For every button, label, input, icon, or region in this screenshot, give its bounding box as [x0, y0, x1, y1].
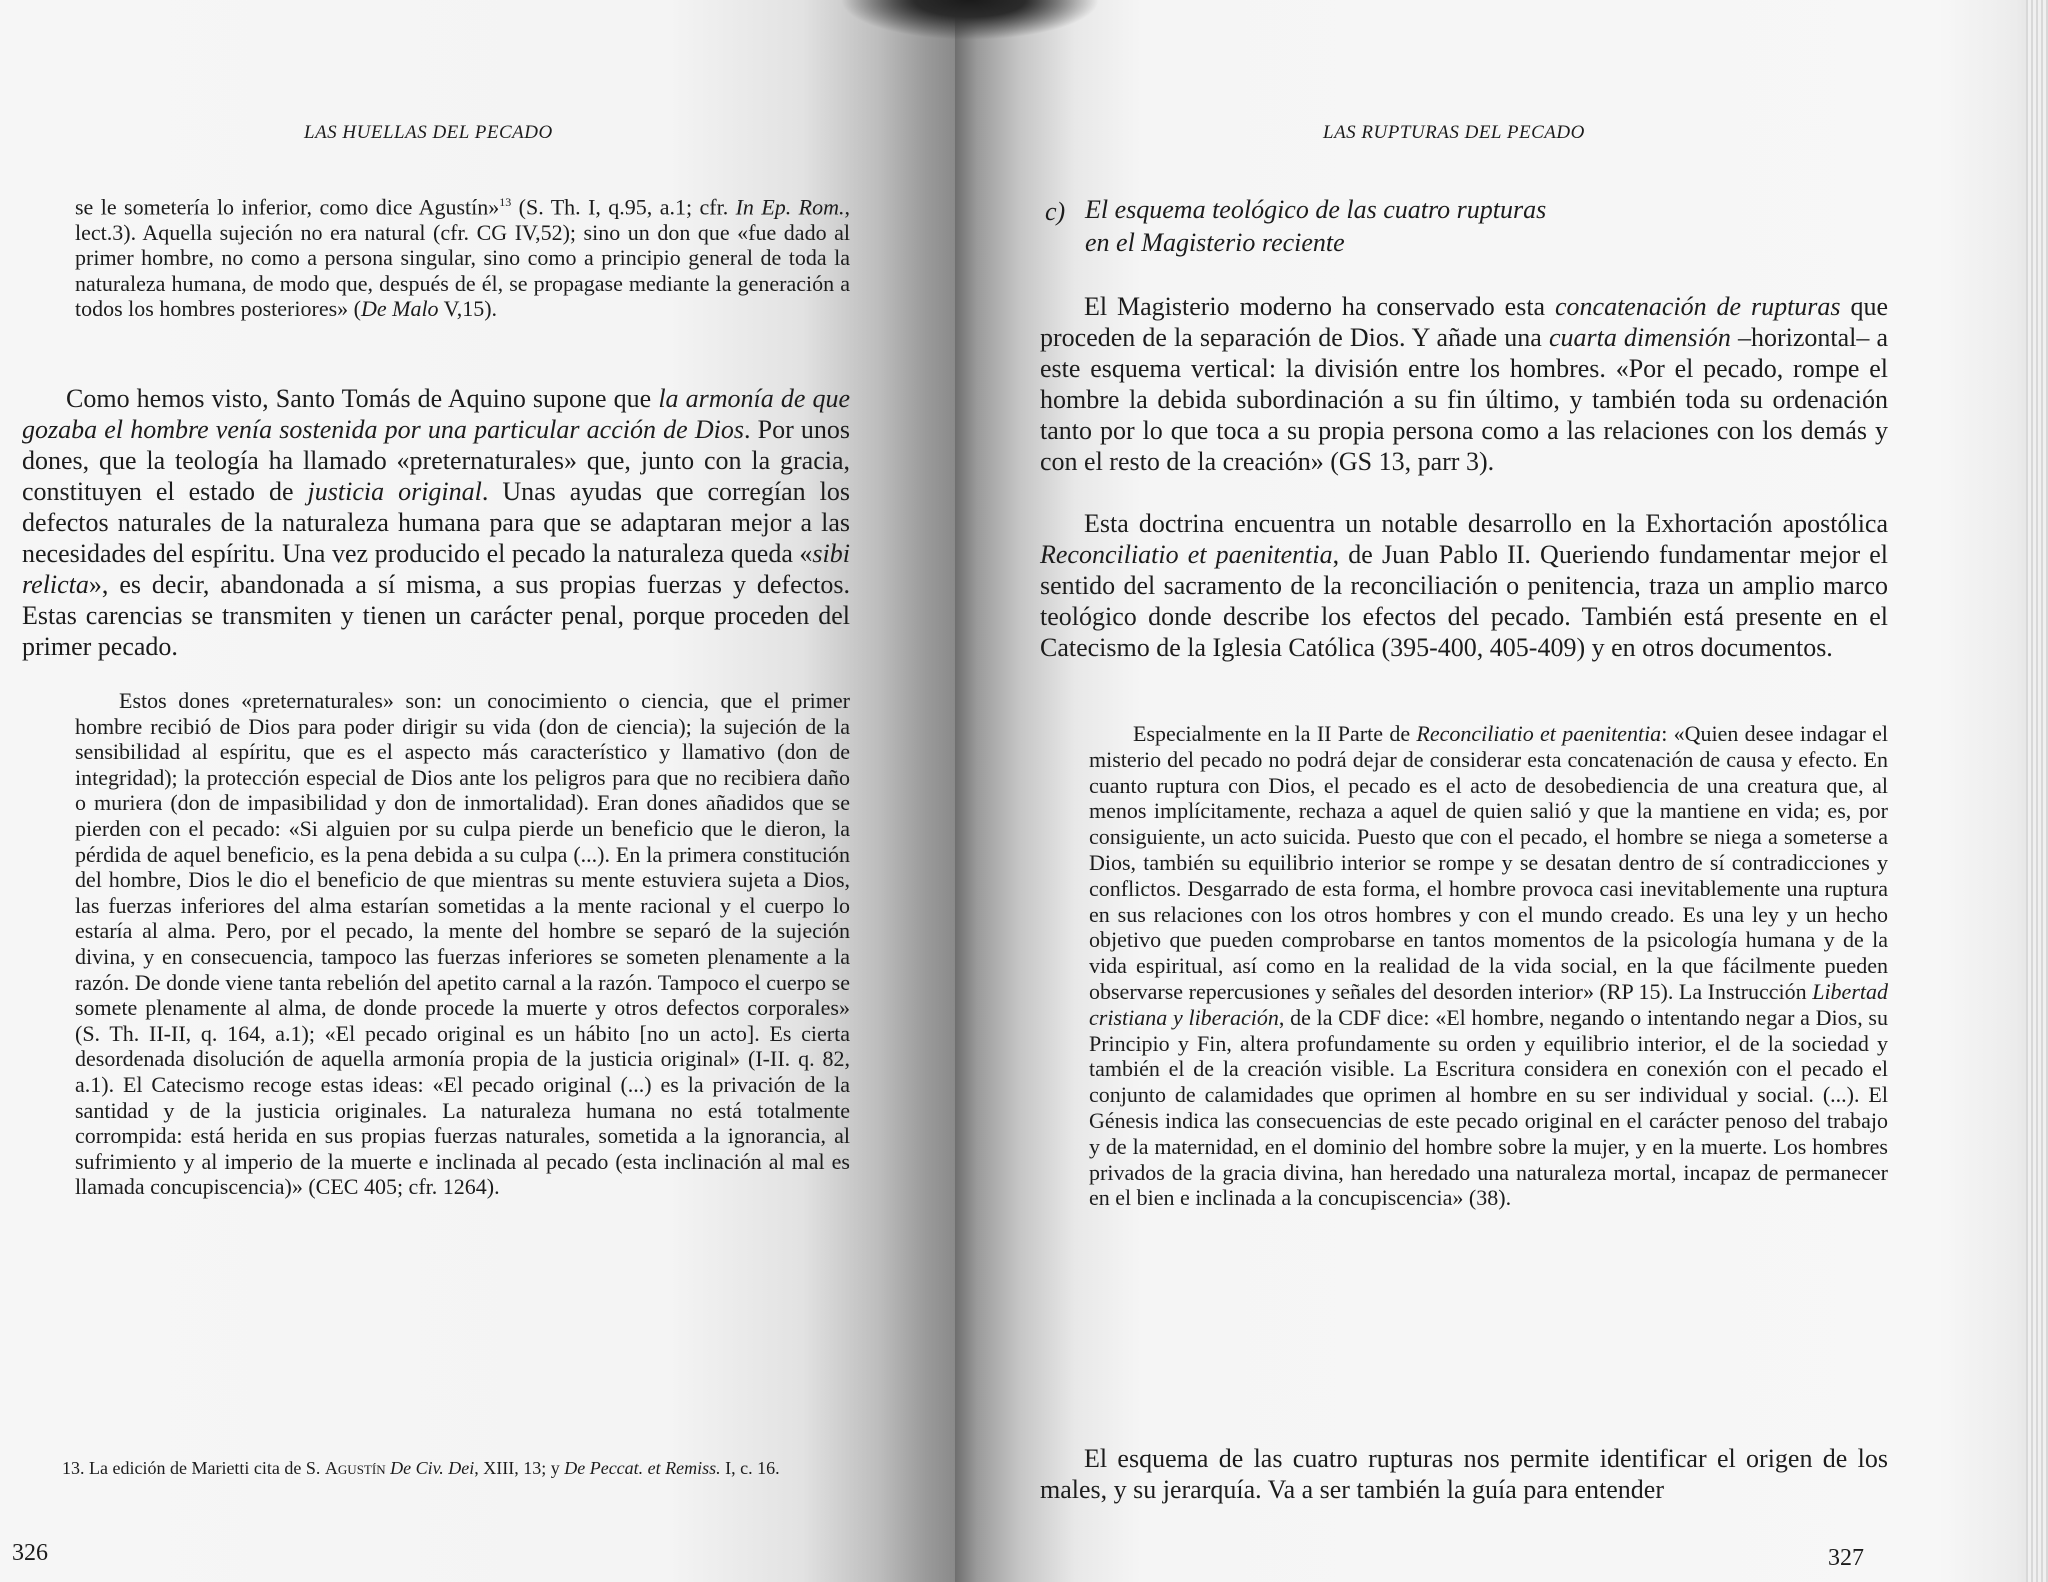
quote-paragraph: [1089, 721, 1888, 1211]
quote-block-right: [1089, 721, 1888, 1211]
text-run: , de la CDF dice: «El hombre, negando o intentando negar a Dios, su Principio y Fin, altera profundamente su orden y equilibrio interior, el de la sociedad y también el de la creación visible. La Escritura considera en conexión con el pecado el conjunto de calamidades que oprimen al hombre en su ser individual y social. (...). El Génesis indica las consecuencias de este pecado original en el carácter penoso del trabajo y de la maternidad, en el dominio del hombre sobre la mujer, y en la muerte. Los hombres privados de la gracia divina, han heredado una naturaleza mortal, incapaz de permanecer en el bien e inclinada a la concupiscencia» (38).: [1089, 1004, 1888, 1211]
italic-run: Reconciliatio et paenitentia: [1416, 721, 1662, 746]
paragraph: El esquema de las cuatro rupturas nos permite identificar el origen de los males, y su jerarquía. Va a ser también la guía para entender: [1040, 1444, 1888, 1504]
text-run: se le sometería lo inferior, como dice Agustín»: [75, 194, 500, 220]
paragraph: [1040, 508, 1888, 663]
section-marker: c): [1045, 197, 1066, 226]
italic-run: concatenación de rupturas: [1555, 292, 1841, 321]
text-run: », es decir, abandonada a sí misma, a sus propias fuerzas y defectos. Estas carencias se transmiten y tienen un carácter penal, porque proceden del primer pecado.: [22, 570, 850, 661]
text-run: , XIII, 13; y: [474, 1458, 565, 1478]
text-run: Especialmente en la II Parte de: [1133, 721, 1417, 746]
text-run: que proceden de la separación de Dios. Y añade una: [1040, 292, 1888, 352]
quote-block-top: [75, 190, 850, 322]
running-head-right: LAS RUPTURAS DEL PECADO: [1323, 122, 1585, 143]
text-run: I, c. 16.: [720, 1458, 780, 1478]
text-run: El Magisterio moderno ha conservado esta: [1084, 292, 1555, 321]
body-paragraph-right-2: [1040, 508, 1888, 663]
running-head-left: LAS HUELLAS DEL PECADO: [304, 122, 553, 143]
paragraph: [22, 383, 850, 662]
section-heading-line-1: El esquema teológico de las cuatro rupturas: [1085, 195, 1547, 224]
footnote-ref: 13: [499, 195, 512, 209]
right-page: [955, 0, 2048, 1582]
italic-run: Reconciliatio et paenitentia: [1040, 540, 1333, 569]
italic-run: cuarta dimensión: [1548, 323, 1731, 352]
quote-block-left: [75, 688, 850, 1200]
footnote: [22, 1457, 850, 1480]
body-paragraph-right-3: [1040, 1443, 1888, 1505]
italic-run: De Peccat. et Remiss.: [564, 1458, 721, 1478]
body-paragraph-left-1: [22, 383, 850, 662]
smallcaps-run: Agustín: [324, 1458, 386, 1478]
text-run: , lect.3). Aquella sujeción no era natural (cfr. CG IV,52); sino un don que «fue dado al primer hombre, no como a persona singular, sino como a principio general de toda la naturaleza humana, de modo que, después de él, se propagase mediante la generación a todos los hombres posteriores» (: [75, 194, 851, 322]
italic-run: De Malo: [360, 296, 439, 322]
section-heading-line-2: en el Magisterio reciente: [1085, 228, 1345, 257]
quote-paragraph: Estos dones «preternaturales» son: un conocimiento o ciencia, que el primer hombre recibió de Dios para poder dirigir su vida (don de ciencia); la sujeción de la sensibilidad al espíritu, que es el aspecto más característico y llamativo (don de integridad); la protección especial de Dios ante los peligros para que no recibiera daño o muriera (don de impasibilidad y don de inmortalidad). Eran dones añadidos que se pierden con el pecado: «Si alguien por su culpa pierde un beneficio que le dieron, la pérdida de aquel beneficio, es la pena debida a su culpa (...). En la primera constitución del hombre, Dios le dio el beneficio de que mientras su mente estuviera sujeta a Dios, las fuerzas inferiores del alma estarían sometidas a la mente racional y el cuerpo lo estaría al alma. Pero, por el pecado, la mente del hombre se separó de la sujeción divina, y en consecuencia, tampoco las fuerzas inferiores se someten plenamente a la razón. De donde viene tanta rebelión del apetito carnal a la razón. Tampoco el cuerpo se somete plenamente al alma, de donde procede la muerte y otros defectos corporales» (S. Th. II-II, q. 164, a.1); «El pecado original es un hábito [no un acto]. Es cierta desordenada disolución de aquella armonía propia de la justicia original» (I-II. q. 82, a.1). El Catecismo recoge estas ideas: «El pecado original (...) es la privación de la santidad y de la justicia originales. La naturaleza humana no está totalmente corrompida: está herida en sus propias fuerzas naturales, sometida a la ignorancia, al sufrimiento y al imperio de la muerte e inclinada al pecado (esta inclinación al mal es llamada concupiscencia)» (CEC 405; cfr. 1264).: [75, 688, 850, 1200]
text-run: : «Quien desee indagar el misterio del pecado no podrá dejar de considerar esta concatenación de causa y efecto. En cuanto ruptura con Dios, el pecado es el acto de desobediencia de una creatura que, al menos implícitamente, rechaza a aquel de quien salió y que la mantiene en vida; es, por consiguiente, un acto suicida. Puesto que con el pecado, el hombre se niega a someterse a Dios, también su equilibrio interior se rompe y se desatan dentro de sí contradicciones y conflictos. Desgarrado de esta forma, el hombre provoca casi inevitablemente una ruptura en sus relaciones con los otros hombres y con el mundo creado. Es una ley y un hecho objetivo que pueden comprobarse en tantos momentos de la psicología humana y de la vida espiritual, así como en la realidad de la vida social, en la que fácilmente pueden observarse repercusiones y señales del desorden interior» (RP 15). La Instrucción: [1089, 721, 1889, 1004]
quote-paragraph: [75, 190, 850, 322]
italic-run: De Civ. Dei: [390, 1458, 475, 1478]
page-number-right: 327: [1828, 1545, 1864, 1571]
text-run: (S. Th. I, q.95, a.1; cfr.: [511, 194, 736, 220]
page-number-left: 326: [12, 1540, 48, 1566]
italic-run: justicia original: [307, 477, 482, 506]
text-run: , de Juan Pablo II. Queriendo fundamentar mejor el sentido del sacramento de la reconciliación o penitencia, traza un amplio marco teológico donde describe los efectos del pecado. También está presente en el Catecismo de la Iglesia Católica (395-400, 405-409) y en otros documentos.: [1040, 540, 1888, 662]
text-run: Como hemos visto, Santo Tomás de Aquino supone que: [66, 384, 659, 413]
italic-run: In Ep. Rom.: [735, 194, 845, 220]
book-spine-shadow: [840, 0, 1100, 40]
left-page: [0, 0, 955, 1582]
text-run: Esta doctrina encuentra un notable desarrollo en la Exhortación apostólica: [1084, 509, 1888, 538]
text-run: V,15).: [438, 296, 498, 322]
text-run: . Por unos dones, que la teología ha llamado «preternaturales» que, junto con la gracia, constituyen el estado de: [22, 415, 850, 506]
italic-run: la armonía de que gozaba el hombre venía sostenida por una particular acción de Dios: [22, 384, 850, 444]
text-run: 13. La edición de Marietti cita de S.: [62, 1458, 325, 1478]
italic-run: Libertad cristiana y liberación: [1089, 978, 1888, 1030]
paragraph: [1040, 291, 1888, 477]
page-edge: [2026, 0, 2048, 1582]
text-run: –horizontal– a este esquema vertical: la división entre los hombres. «Por el pecado, rompe el hombre la debida subordinación a su fin último, y también toda su ordenación tanto por lo que toca a su propia persona como a las relaciones con los demás y con el resto de la creación» (GS 13, parr 3).: [1040, 323, 1889, 476]
italic-run: sibi relicta: [22, 539, 850, 599]
body-paragraph-right-1: [1040, 291, 1888, 477]
text-run: . Unas ayudas que corregían los defectos naturales de la naturaleza humana para que se adaptaran mejor a las necesidades del espíritu. Una vez producido el pecado la naturaleza queda «: [22, 477, 850, 568]
